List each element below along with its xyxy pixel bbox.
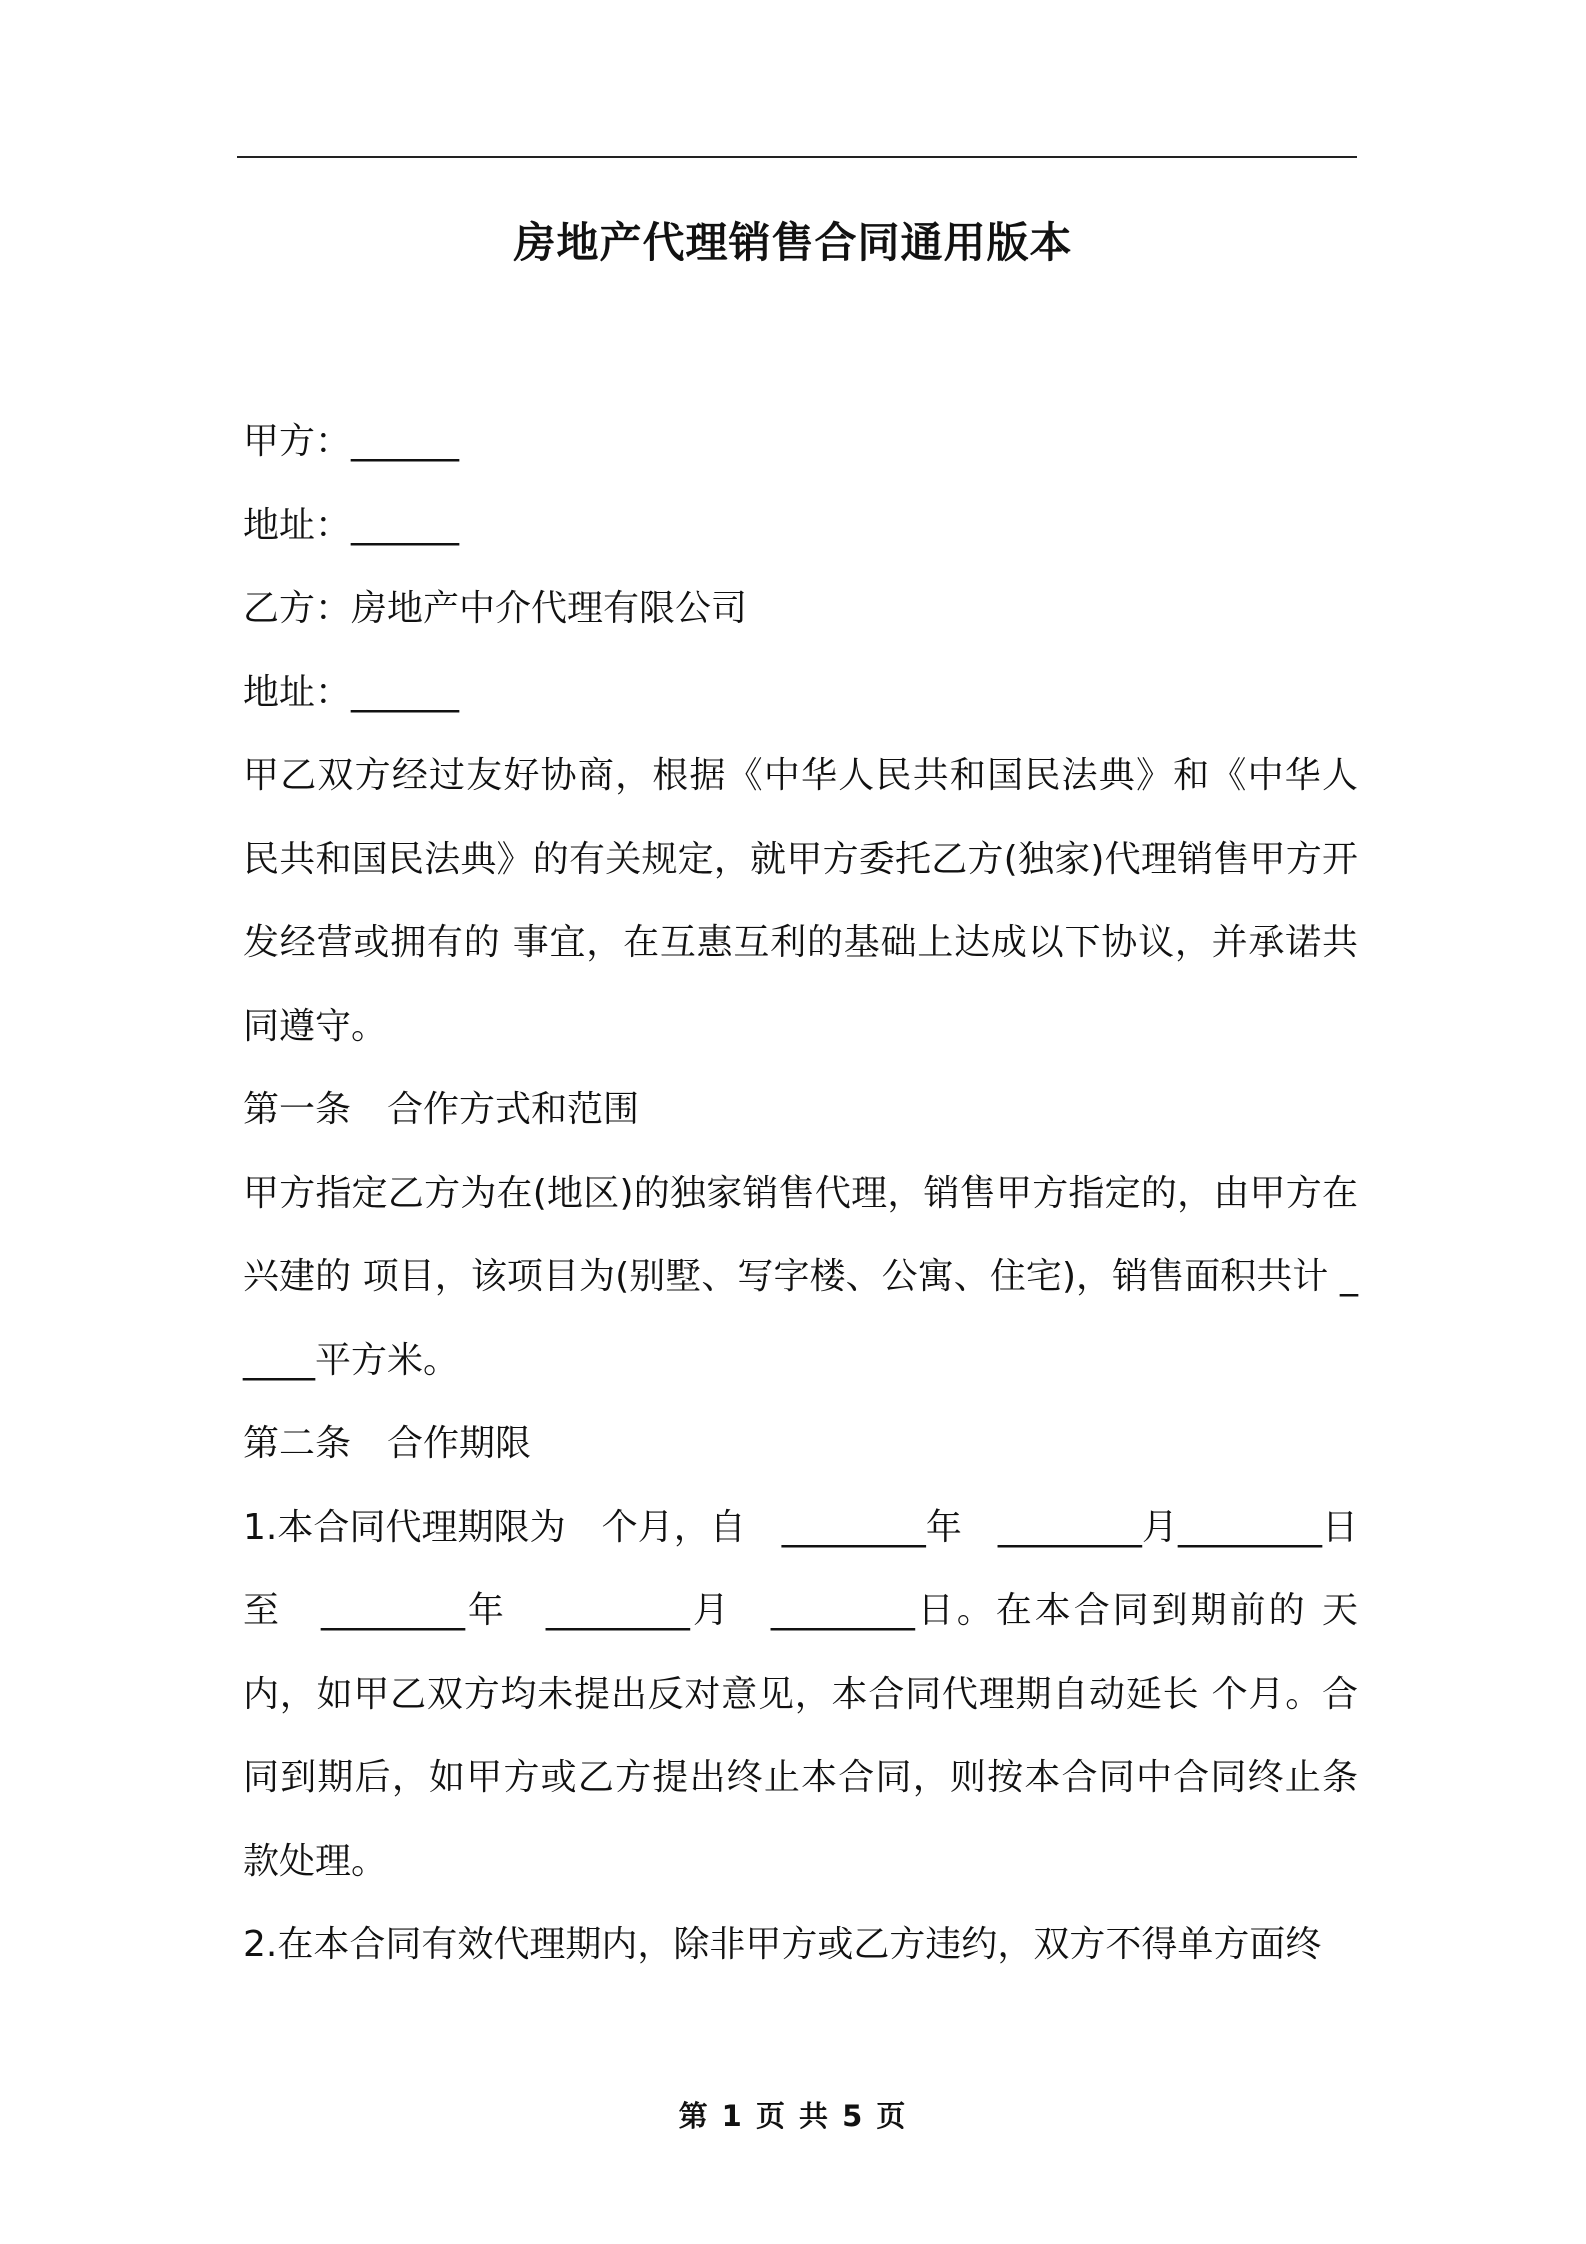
article-2-heading: 第二条 合作期限 bbox=[243, 1423, 532, 1464]
article-1-paragraph: 甲方指定乙方为在(地区)的独家销售代理，销售甲方指定的，由甲方在 兴建的 项目，该项目为(别墅、写字楼、公寓、住宅)，销售面积共计 _____平方米。 bbox=[243, 1172, 1358, 1381]
document-body bbox=[243, 400, 1358, 1987]
party-a-address-line: 地址：______ bbox=[243, 504, 460, 546]
party-a-line: 甲方：______ bbox=[243, 421, 460, 462]
article-2-clause-1: 1.本合同代理期限为 个月，自 ________年 ________月________日至 ________年 ________月 ________日。在本合同到期前的 天内，如甲乙双方均未提出反对意见，本合同代理期自动延长 个月。合同到期后，如甲方或乙方提出终止本合同，则按本合同中合同终止条款处理。 bbox=[243, 1506, 1358, 1882]
preamble-paragraph: 甲乙双方经过友好协商，根据《中华人民共和国民法典》和《中华人民共和国民法典》的有关规定，就甲方委托乙方(独家)代理销售甲方开发经营或拥有的 事宜，在互惠互利的基础上达成以下协议，并承诺共同遵守。 bbox=[243, 755, 1358, 1047]
article-1-heading: 第一条 合作方式和范围 bbox=[243, 1089, 640, 1130]
party-b-line: 乙方：房地产中介代理有限公司 bbox=[243, 588, 748, 629]
article-2-clause-2: 2.在本合同有效代理期内，除非甲方或乙方违约，双方不得单方面终 bbox=[243, 1924, 1322, 1965]
party-b-address-line: 地址：______ bbox=[243, 671, 460, 713]
header-rule bbox=[237, 156, 1357, 158]
page-number-footer: 第 1 页 共 5 页 bbox=[678, 2099, 908, 2133]
document-title: 房地产代理销售合同通用版本 bbox=[513, 218, 1073, 267]
